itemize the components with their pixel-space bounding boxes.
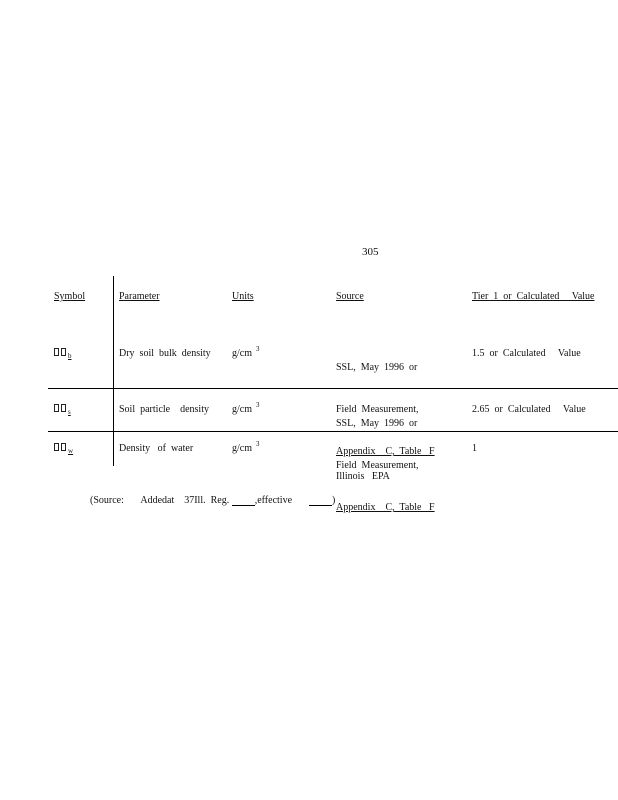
units-cell: g/cm bbox=[232, 404, 252, 415]
source-line: Appendix C, Table F bbox=[336, 446, 435, 457]
units-superscript: 3 bbox=[256, 401, 260, 409]
symbol-subscript: w bbox=[68, 447, 74, 455]
missing-glyph-icon bbox=[54, 404, 59, 412]
source-cell bbox=[336, 442, 390, 512]
missing-glyph-icon bbox=[61, 404, 66, 412]
source-note-close: ) bbox=[332, 495, 336, 506]
source-line: Illinois EPA bbox=[336, 471, 390, 482]
parameter-cell: Density of water bbox=[119, 443, 194, 454]
missing-glyph-icon bbox=[54, 443, 59, 451]
source-note-effective: ,effective bbox=[254, 495, 293, 506]
header-units: Units bbox=[232, 291, 254, 302]
parameter-cell: Dry soil bulk density bbox=[119, 348, 211, 359]
page-number: 305 bbox=[362, 246, 379, 258]
blank-line bbox=[309, 496, 332, 506]
parameter-cell: Soil particle density bbox=[119, 404, 209, 415]
source-line: SSL, May 1996 or bbox=[336, 362, 418, 373]
value-cell: 2.65 or Calculated Value bbox=[472, 404, 586, 415]
missing-glyph-icon bbox=[54, 348, 59, 356]
missing-glyph-icon bbox=[61, 443, 66, 451]
symbol-cell bbox=[54, 403, 71, 416]
missing-glyph-icon bbox=[61, 348, 66, 356]
symbol-cell bbox=[54, 442, 73, 455]
row-separator bbox=[48, 431, 618, 432]
source-line: SSL, May 1996 or bbox=[336, 418, 418, 429]
source-line: Field Measurement, bbox=[336, 404, 419, 415]
source-note bbox=[90, 495, 335, 506]
units-cell: g/cm bbox=[232, 348, 252, 359]
value-cell: 1.5 or Calculated Value bbox=[472, 348, 581, 359]
blank-line bbox=[232, 496, 255, 506]
units-superscript: 3 bbox=[256, 345, 260, 353]
units-superscript: 3 bbox=[256, 440, 260, 448]
symbol-cell bbox=[54, 347, 72, 360]
header-value: Tier 1 or Calculated Value bbox=[472, 291, 595, 302]
source-note-text: Addedat 37Ill. Reg. bbox=[140, 495, 230, 506]
column-divider bbox=[113, 276, 114, 466]
row-separator bbox=[48, 388, 114, 389]
symbol-subscript: s bbox=[68, 408, 71, 416]
source-line: Field Measurement, bbox=[336, 460, 419, 471]
units-cell: g/cm bbox=[232, 443, 252, 454]
header-parameter: Parameter bbox=[119, 291, 160, 302]
value-cell: 1 bbox=[472, 443, 477, 454]
symbol-subscript: b bbox=[68, 352, 72, 360]
header-source: Source bbox=[336, 291, 364, 302]
source-note-open: (Source: bbox=[90, 495, 124, 506]
header-symbol: Symbol bbox=[54, 291, 86, 302]
source-line: Appendix C, Table F bbox=[336, 502, 435, 513]
